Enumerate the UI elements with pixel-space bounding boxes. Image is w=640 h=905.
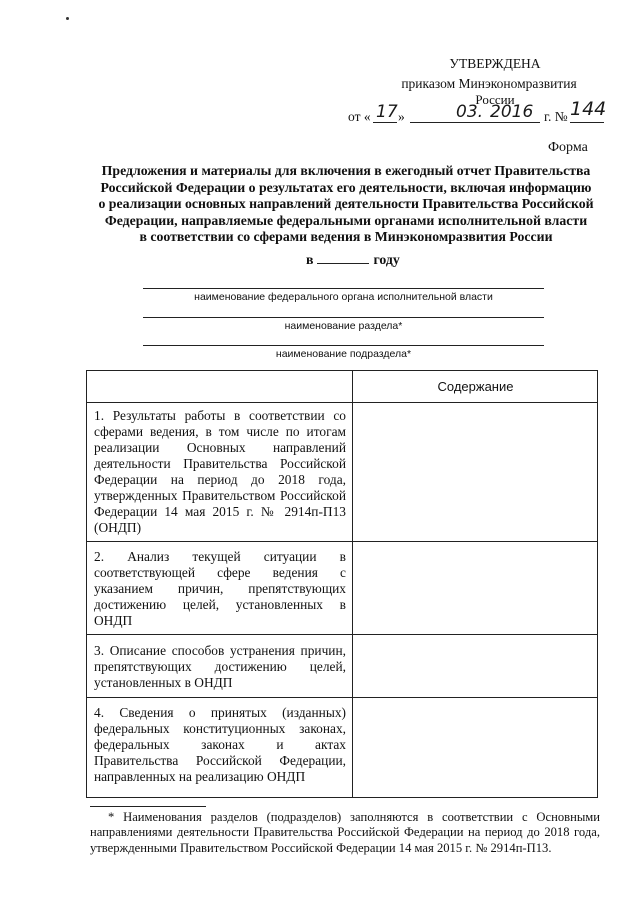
approval-order-line: приказом Минэкономразвития [401,76,577,91]
order-number-handwritten: 144 [570,98,607,120]
form-label: Форма [548,140,588,155]
table-row-1-label: 1. Результаты работы в соответствии со сферами ведения, в том числе по итогам реализации Основных направлений деятельности Правительства Российской Федерации на период до 2018 года, утвержденных Правительством Российской Федерации 14 мая 2015 г. № 2914п-П13 (ОНДП) [94,408,346,535]
year-blank[interactable] [317,251,369,264]
table-row-2-label: 2. Анализ текущей ситуации в соответствующей сфере ведения с указанием причин, препятствующих достижению целей, установленных в ОНДП [94,549,346,628]
title-line: Российской Федерации о результатах его деятельности, включая информацию [100,179,592,195]
date-year-handwritten: 2016 [490,102,534,122]
footnote-rule [90,806,206,807]
year-prefix: в [306,252,314,267]
content-table [86,370,598,798]
table-header-content: Содержание [437,379,514,394]
subsection-fill-line[interactable] [143,345,544,346]
date-suffix: г. № [544,109,568,124]
table-row-3-label: 3. Описание способов устранения причин, препятствующих достижению целей, установленных в ОНДП [94,643,346,690]
organ-caption: наименование федерального органа исполнительной власти [194,291,493,303]
section-caption: наименование раздела* [284,320,403,332]
date-month-handwritten: 03. [456,102,484,122]
title-line: Предложения и материалы для включения в ежегодный отчет Правительства [101,163,591,178]
year-line [306,251,400,268]
footnote: * Наименования разделов (подразделов) заполняются в соответствии с Основными направлениями деятельности Правительства Российской Федерации на период до 2018 года, утвержденными Правительством Российской Федерации 14 мая 2015 г. № 2914п-П13. [90,810,600,855]
approval-country-line: России [475,92,515,107]
section-fill-line[interactable] [143,317,544,318]
title-line: о реализации основных направлений деятельности Правительства Российской [98,196,594,212]
scan-speck [66,17,69,20]
date-prefix: от « [348,109,371,124]
organ-fill-line[interactable] [143,288,544,289]
date-close-quote: » [398,109,405,124]
title-line: Федерации, направляемые федеральными органами исполнительной власти [104,212,588,228]
date-day-handwritten: 17 [376,102,398,122]
year-suffix: году [373,252,400,267]
approval-title: УТВЕРЖДЕНА [449,56,541,71]
subsection-caption: наименование подраздела* [275,348,412,360]
table-row-4-label: 4. Сведения о принятых (изданных) федеральных конституционных законах, федеральных законах и актах Правительства Российской Федерации, направленных на реализацию ОНДП [94,705,346,784]
document-title [86,163,606,246]
title-line: в соответствии со сферами ведения в Минэкономразвития России [139,229,553,245]
